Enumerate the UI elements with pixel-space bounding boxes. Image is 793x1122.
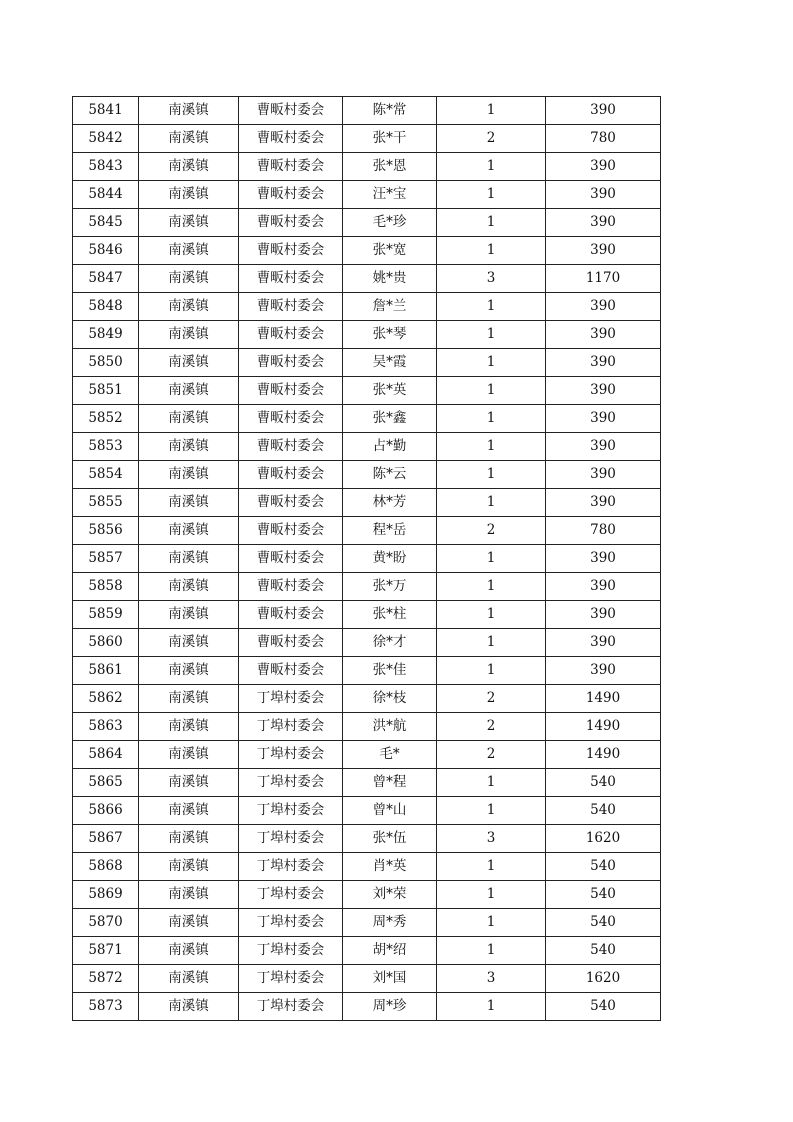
village-committee-cell: 曹畈村委会 [239, 601, 343, 629]
person-name-cell: 张*宽 [343, 237, 437, 265]
village-committee-cell: 曹畈村委会 [239, 181, 343, 209]
village-committee-cell: 丁埠村委会 [239, 881, 343, 909]
seq-number-cell: 5848 [73, 293, 139, 321]
table-row [73, 349, 661, 377]
seq-number-cell: 5872 [73, 965, 139, 993]
household-count-cell: 1 [437, 293, 546, 321]
table-row [73, 741, 661, 769]
table-row [73, 517, 661, 545]
table-row [73, 293, 661, 321]
town-cell: 南溪镇 [139, 405, 239, 433]
seq-number-cell: 5873 [73, 993, 139, 1021]
seq-number-cell: 5856 [73, 517, 139, 545]
town-cell: 南溪镇 [139, 237, 239, 265]
household-count-cell: 1 [437, 545, 546, 573]
household-count-cell: 1 [437, 237, 546, 265]
village-committee-cell: 曹畈村委会 [239, 629, 343, 657]
seq-number-cell: 5841 [73, 97, 139, 125]
amount-cell: 390 [546, 601, 661, 629]
person-name-cell: 林*芳 [343, 489, 437, 517]
table-row [73, 965, 661, 993]
town-cell: 南溪镇 [139, 741, 239, 769]
amount-cell: 390 [546, 433, 661, 461]
household-count-cell: 1 [437, 461, 546, 489]
village-committee-cell: 丁埠村委会 [239, 909, 343, 937]
table-row [73, 797, 661, 825]
seq-number-cell: 5847 [73, 265, 139, 293]
village-committee-cell: 曹畈村委会 [239, 209, 343, 237]
household-count-cell: 1 [437, 405, 546, 433]
village-committee-cell: 曹畈村委会 [239, 573, 343, 601]
table-row [73, 209, 661, 237]
amount-cell: 540 [546, 853, 661, 881]
town-cell: 南溪镇 [139, 797, 239, 825]
town-cell: 南溪镇 [139, 461, 239, 489]
amount-cell: 1170 [546, 265, 661, 293]
amount-cell: 1620 [546, 965, 661, 993]
seq-number-cell: 5855 [73, 489, 139, 517]
seq-number-cell: 5862 [73, 685, 139, 713]
person-name-cell: 徐*才 [343, 629, 437, 657]
town-cell: 南溪镇 [139, 517, 239, 545]
amount-cell: 1620 [546, 825, 661, 853]
village-committee-cell: 曹畈村委会 [239, 125, 343, 153]
person-name-cell: 曾*程 [343, 769, 437, 797]
household-count-cell: 1 [437, 349, 546, 377]
town-cell: 南溪镇 [139, 657, 239, 685]
village-committee-cell: 曹畈村委会 [239, 461, 343, 489]
town-cell: 南溪镇 [139, 489, 239, 517]
town-cell: 南溪镇 [139, 629, 239, 657]
seq-number-cell: 5860 [73, 629, 139, 657]
village-committee-cell: 曹畈村委会 [239, 433, 343, 461]
person-name-cell: 刘*荣 [343, 881, 437, 909]
table-row [73, 405, 661, 433]
table-row [73, 657, 661, 685]
amount-cell: 780 [546, 125, 661, 153]
town-cell: 南溪镇 [139, 853, 239, 881]
village-committee-cell: 丁埠村委会 [239, 937, 343, 965]
household-count-cell: 1 [437, 601, 546, 629]
table-row [73, 853, 661, 881]
amount-cell: 1490 [546, 685, 661, 713]
amount-cell: 390 [546, 405, 661, 433]
household-count-cell: 1 [437, 881, 546, 909]
table-row [73, 181, 661, 209]
person-name-cell: 曾*山 [343, 797, 437, 825]
amount-cell: 1490 [546, 713, 661, 741]
person-name-cell: 毛*珍 [343, 209, 437, 237]
records-body [73, 97, 661, 1021]
person-name-cell: 张*英 [343, 377, 437, 405]
amount-cell: 390 [546, 293, 661, 321]
table-row [73, 573, 661, 601]
seq-number-cell: 5851 [73, 377, 139, 405]
household-count-cell: 2 [437, 517, 546, 545]
village-committee-cell: 曹畈村委会 [239, 293, 343, 321]
village-committee-cell: 曹畈村委会 [239, 377, 343, 405]
seq-number-cell: 5857 [73, 545, 139, 573]
household-count-cell: 1 [437, 853, 546, 881]
person-name-cell: 张*干 [343, 125, 437, 153]
table-row [73, 769, 661, 797]
table-row [73, 629, 661, 657]
town-cell: 南溪镇 [139, 321, 239, 349]
person-name-cell: 吴*霞 [343, 349, 437, 377]
amount-cell: 390 [546, 377, 661, 405]
seq-number-cell: 5861 [73, 657, 139, 685]
records-table [72, 96, 661, 1021]
town-cell: 南溪镇 [139, 601, 239, 629]
person-name-cell: 姚*贵 [343, 265, 437, 293]
person-name-cell: 汪*宝 [343, 181, 437, 209]
table-row [73, 237, 661, 265]
table-row [73, 993, 661, 1021]
table-row [73, 153, 661, 181]
amount-cell: 540 [546, 881, 661, 909]
town-cell: 南溪镇 [139, 433, 239, 461]
village-committee-cell: 曹畈村委会 [239, 349, 343, 377]
table-row [73, 601, 661, 629]
person-name-cell: 周*珍 [343, 993, 437, 1021]
person-name-cell: 张*恩 [343, 153, 437, 181]
town-cell: 南溪镇 [139, 993, 239, 1021]
person-name-cell: 詹*兰 [343, 293, 437, 321]
household-count-cell: 1 [437, 433, 546, 461]
village-committee-cell: 曹畈村委会 [239, 545, 343, 573]
person-name-cell: 张*柱 [343, 601, 437, 629]
household-count-cell: 3 [437, 965, 546, 993]
seq-number-cell: 5846 [73, 237, 139, 265]
village-committee-cell: 曹畈村委会 [239, 97, 343, 125]
table-row [73, 97, 661, 125]
seq-number-cell: 5843 [73, 153, 139, 181]
amount-cell: 390 [546, 209, 661, 237]
household-count-cell: 1 [437, 629, 546, 657]
table-row [73, 433, 661, 461]
person-name-cell: 占*勤 [343, 433, 437, 461]
amount-cell: 540 [546, 797, 661, 825]
amount-cell: 1490 [546, 741, 661, 769]
village-committee-cell: 丁埠村委会 [239, 797, 343, 825]
village-committee-cell: 丁埠村委会 [239, 713, 343, 741]
amount-cell: 390 [546, 545, 661, 573]
town-cell: 南溪镇 [139, 125, 239, 153]
town-cell: 南溪镇 [139, 573, 239, 601]
town-cell: 南溪镇 [139, 153, 239, 181]
person-name-cell: 胡*绍 [343, 937, 437, 965]
person-name-cell: 徐*枝 [343, 685, 437, 713]
town-cell: 南溪镇 [139, 293, 239, 321]
amount-cell: 780 [546, 517, 661, 545]
town-cell: 南溪镇 [139, 377, 239, 405]
person-name-cell: 张*伍 [343, 825, 437, 853]
seq-number-cell: 5864 [73, 741, 139, 769]
person-name-cell: 毛* [343, 741, 437, 769]
village-committee-cell: 曹畈村委会 [239, 517, 343, 545]
table-row [73, 489, 661, 517]
town-cell: 南溪镇 [139, 545, 239, 573]
person-name-cell: 洪*航 [343, 713, 437, 741]
seq-number-cell: 5845 [73, 209, 139, 237]
village-committee-cell: 曹畈村委会 [239, 153, 343, 181]
town-cell: 南溪镇 [139, 881, 239, 909]
village-committee-cell: 丁埠村委会 [239, 825, 343, 853]
table-row [73, 377, 661, 405]
table-row [73, 545, 661, 573]
town-cell: 南溪镇 [139, 349, 239, 377]
household-count-cell: 1 [437, 993, 546, 1021]
household-count-cell: 3 [437, 265, 546, 293]
table-row [73, 265, 661, 293]
table-row [73, 825, 661, 853]
household-count-cell: 1 [437, 797, 546, 825]
town-cell: 南溪镇 [139, 825, 239, 853]
person-name-cell: 张*鑫 [343, 405, 437, 433]
amount-cell: 390 [546, 237, 661, 265]
household-count-cell: 2 [437, 713, 546, 741]
town-cell: 南溪镇 [139, 909, 239, 937]
seq-number-cell: 5844 [73, 181, 139, 209]
person-name-cell: 刘*国 [343, 965, 437, 993]
seq-number-cell: 5852 [73, 405, 139, 433]
seq-number-cell: 5869 [73, 881, 139, 909]
town-cell: 南溪镇 [139, 97, 239, 125]
town-cell: 南溪镇 [139, 965, 239, 993]
seq-number-cell: 5858 [73, 573, 139, 601]
village-committee-cell: 曹畈村委会 [239, 657, 343, 685]
village-committee-cell: 曹畈村委会 [239, 321, 343, 349]
amount-cell: 390 [546, 97, 661, 125]
seq-number-cell: 5866 [73, 797, 139, 825]
household-count-cell: 1 [437, 209, 546, 237]
town-cell: 南溪镇 [139, 209, 239, 237]
village-committee-cell: 曹畈村委会 [239, 237, 343, 265]
person-name-cell: 黄*盼 [343, 545, 437, 573]
seq-number-cell: 5870 [73, 909, 139, 937]
amount-cell: 390 [546, 657, 661, 685]
person-name-cell: 陈*常 [343, 97, 437, 125]
person-name-cell: 张*琴 [343, 321, 437, 349]
village-committee-cell: 丁埠村委会 [239, 965, 343, 993]
household-count-cell: 1 [437, 769, 546, 797]
person-name-cell: 周*秀 [343, 909, 437, 937]
amount-cell: 390 [546, 321, 661, 349]
amount-cell: 390 [546, 573, 661, 601]
household-count-cell: 1 [437, 377, 546, 405]
household-count-cell: 3 [437, 825, 546, 853]
table-row [73, 461, 661, 489]
village-committee-cell: 丁埠村委会 [239, 685, 343, 713]
amount-cell: 540 [546, 769, 661, 797]
household-count-cell: 1 [437, 321, 546, 349]
seq-number-cell: 5868 [73, 853, 139, 881]
town-cell: 南溪镇 [139, 769, 239, 797]
seq-number-cell: 5849 [73, 321, 139, 349]
seq-number-cell: 5863 [73, 713, 139, 741]
amount-cell: 390 [546, 153, 661, 181]
seq-number-cell: 5859 [73, 601, 139, 629]
town-cell: 南溪镇 [139, 181, 239, 209]
table-row [73, 937, 661, 965]
household-count-cell: 1 [437, 97, 546, 125]
amount-cell: 540 [546, 937, 661, 965]
village-committee-cell: 曹畈村委会 [239, 489, 343, 517]
household-count-cell: 1 [437, 937, 546, 965]
seq-number-cell: 5871 [73, 937, 139, 965]
amount-cell: 390 [546, 349, 661, 377]
household-count-cell: 1 [437, 909, 546, 937]
amount-cell: 540 [546, 993, 661, 1021]
table-row [73, 909, 661, 937]
table-row [73, 685, 661, 713]
town-cell: 南溪镇 [139, 713, 239, 741]
seq-number-cell: 5850 [73, 349, 139, 377]
amount-cell: 390 [546, 181, 661, 209]
household-count-cell: 1 [437, 573, 546, 601]
village-committee-cell: 丁埠村委会 [239, 853, 343, 881]
amount-cell: 540 [546, 909, 661, 937]
person-name-cell: 程*岳 [343, 517, 437, 545]
town-cell: 南溪镇 [139, 685, 239, 713]
household-count-cell: 2 [437, 685, 546, 713]
seq-number-cell: 5867 [73, 825, 139, 853]
village-committee-cell: 曹畈村委会 [239, 405, 343, 433]
table-row [73, 713, 661, 741]
village-committee-cell: 曹畈村委会 [239, 265, 343, 293]
seq-number-cell: 5865 [73, 769, 139, 797]
amount-cell: 390 [546, 629, 661, 657]
household-count-cell: 1 [437, 489, 546, 517]
amount-cell: 390 [546, 489, 661, 517]
table-row [73, 881, 661, 909]
amount-cell: 390 [546, 461, 661, 489]
table-row [73, 125, 661, 153]
person-name-cell: 张*万 [343, 573, 437, 601]
household-count-cell: 2 [437, 125, 546, 153]
household-count-cell: 1 [437, 153, 546, 181]
seq-number-cell: 5854 [73, 461, 139, 489]
village-committee-cell: 丁埠村委会 [239, 741, 343, 769]
seq-number-cell: 5842 [73, 125, 139, 153]
town-cell: 南溪镇 [139, 265, 239, 293]
household-count-cell: 1 [437, 657, 546, 685]
person-name-cell: 陈*云 [343, 461, 437, 489]
person-name-cell: 肖*英 [343, 853, 437, 881]
seq-number-cell: 5853 [73, 433, 139, 461]
table-row [73, 321, 661, 349]
town-cell: 南溪镇 [139, 937, 239, 965]
village-committee-cell: 丁埠村委会 [239, 769, 343, 797]
household-count-cell: 2 [437, 741, 546, 769]
person-name-cell: 张*佳 [343, 657, 437, 685]
household-count-cell: 1 [437, 181, 546, 209]
village-committee-cell: 丁埠村委会 [239, 993, 343, 1021]
